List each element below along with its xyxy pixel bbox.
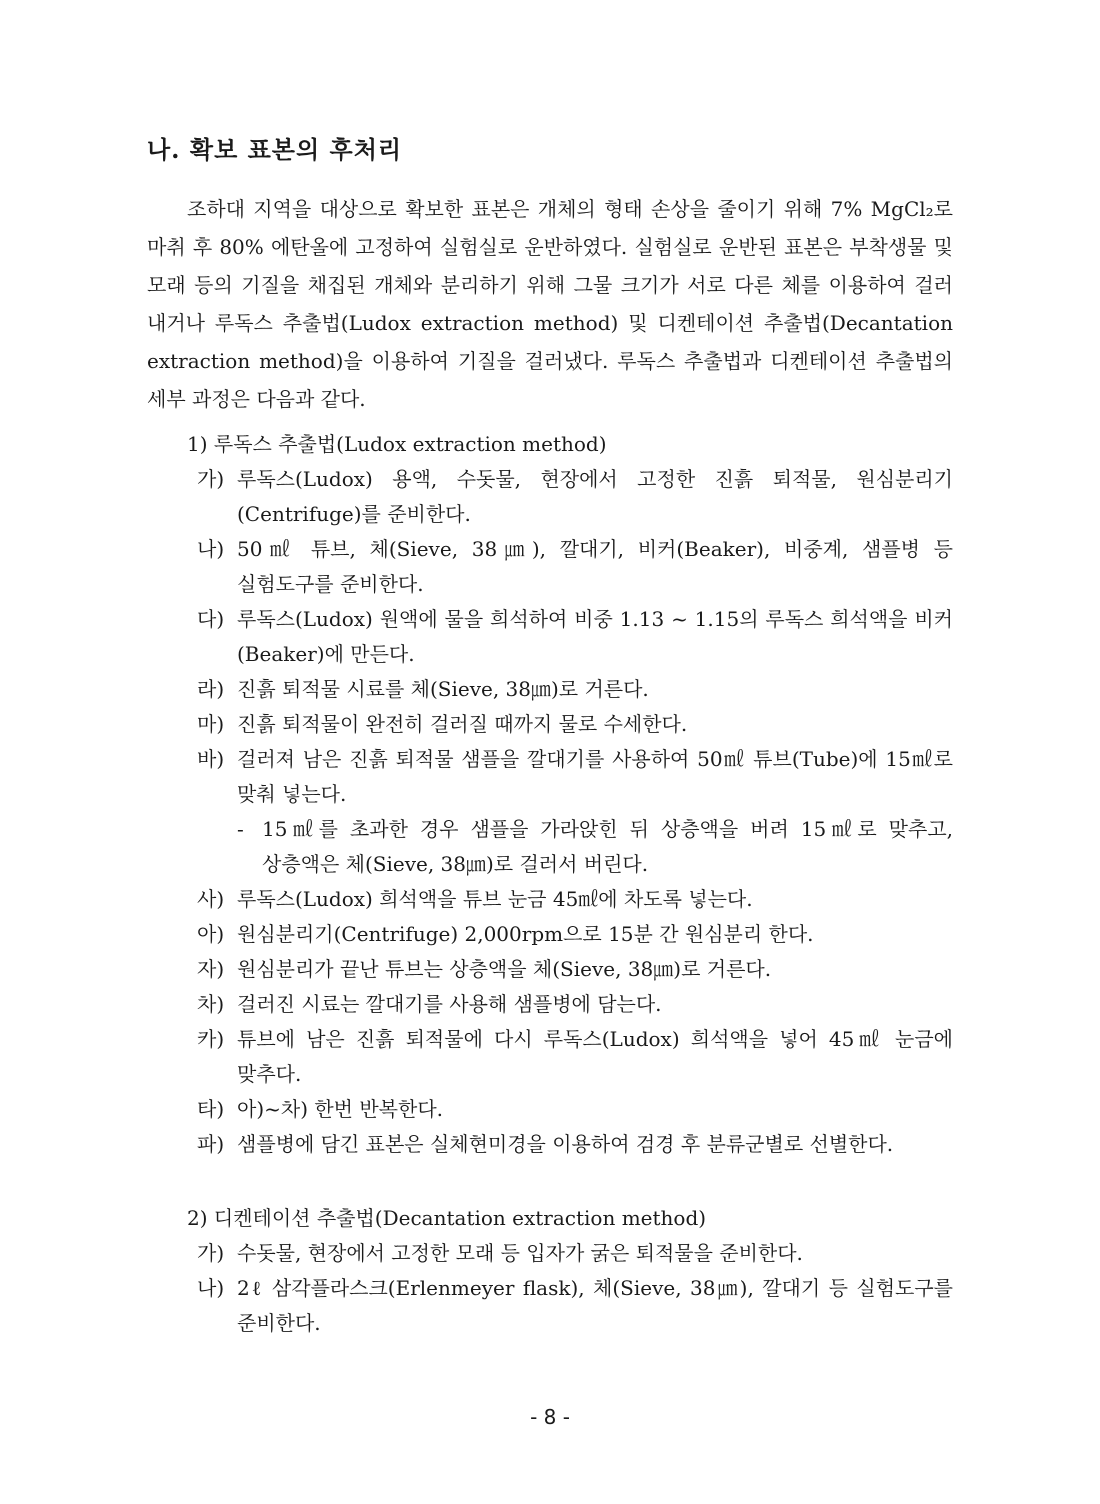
step-marker: 사) <box>197 887 225 911</box>
step-marker: 라) <box>197 677 225 701</box>
step-text: 원심분리가 끝난 튜브는 상층액을 체(Sieve, 38㎛)로 거른다. <box>237 957 772 981</box>
step-text: 진흙 퇴적물 시료를 체(Sieve, 38㎛)로 거른다. <box>237 677 649 701</box>
step-item <box>147 532 953 602</box>
step-marker: 다) <box>197 607 225 631</box>
note-item <box>147 812 953 882</box>
step-text: 아)~차) 한번 반복한다. <box>237 1097 443 1121</box>
ludox-title: 1) 루독스 추출법(Ludox extraction method) <box>187 432 607 456</box>
step-text: 튜브에 남은 진흙 퇴적물에 다시 루독스(Ludox) 희석액을 넣어 45㎖ 눈금에 맞추다. <box>237 1027 953 1086</box>
step-marker: - <box>237 817 244 841</box>
intro-paragraph <box>147 190 953 418</box>
ludox-steps <box>147 462 953 1162</box>
step-item <box>147 1127 953 1162</box>
step-text: 진흙 퇴적물이 완전히 걸러질 때까지 물로 수세한다. <box>237 712 688 736</box>
step-item <box>147 882 953 917</box>
step-text: 50㎖ 튜브, 체(Sieve, 38㎛), 깔대기, 비커(Beaker), 비중계, 샘플병 등 실험도구를 준비한다. <box>237 537 953 596</box>
step-marker: 가) <box>197 1241 225 1265</box>
step-marker: 가) <box>197 467 225 491</box>
step-marker: 나) <box>197 1276 225 1300</box>
step-item <box>147 1236 953 1271</box>
step-item <box>147 952 953 987</box>
step-item <box>147 917 953 952</box>
step-text: 수돗물, 현장에서 고정한 모래 등 입자가 굵은 퇴적물을 준비한다. <box>237 1241 803 1265</box>
step-text: 2ℓ 삼각플라스크(Erlenmeyer flask), 체(Sieve, 38㎛), 깔대기 등 실험도구를 준비한다. <box>237 1276 953 1335</box>
section-heading: 나. 확보 표본의 후처리 <box>147 135 403 164</box>
step-marker: 카) <box>197 1027 225 1051</box>
step-marker: 바) <box>197 747 225 771</box>
step-text: 루독스(Ludox) 희석액을 튜브 눈금 45㎖에 차도록 넣는다. <box>237 887 753 911</box>
step-item <box>147 707 953 742</box>
step-item <box>147 1271 953 1341</box>
step-item <box>147 1022 953 1092</box>
step-item <box>147 672 953 707</box>
page-number: - 8 - <box>530 1405 570 1429</box>
intro-text: 조하대 지역을 대상으로 확보한 표본은 개체의 형태 손상을 줄이기 위해 7% MgCl₂로 마취 후 80% 에탄올에 고정하여 실험실로 운반하였다. 실험실로 운반된 표본은 부착생물 및 모래 등의 기질을 채집된 개체와 분리하기 위해 그물 크기가 서로 다른 체를 이용하여 걸러 내거나 루독스 추출법(Ludox extraction method) 및 디켄테이션 추출법(Decantation extraction method)을 이용하여 기질을 걸러냈다. 루독스 추출법과 디켄테이션 추출법의 세부 과정은 다음과 같다. <box>147 197 953 411</box>
step-text: 루독스(Ludox) 원액에 물을 희석하여 비중 1.13 ~ 1.15의 루독스 희석액을 비커(Beaker)에 만든다. <box>237 607 953 666</box>
step-item <box>147 987 953 1022</box>
ludox-section <box>147 426 953 1162</box>
decantation-title: 2) 디켄테이션 추출법(Decantation extraction method) <box>187 1206 707 1230</box>
step-marker: 나) <box>197 537 225 561</box>
step-marker: 타) <box>197 1097 225 1121</box>
step-text: 루독스(Ludox) 용액, 수돗물, 현장에서 고정한 진흙 퇴적물, 원심분리기 (Centrifuge)를 준비한다. <box>237 467 953 526</box>
step-text: 15㎖를 초과한 경우 샘플을 가라앉힌 뒤 상층액을 버려 15㎖로 맞추고, 상층액은 체(Sieve, 38㎛)로 걸러서 버린다. <box>262 817 953 876</box>
step-marker: 마) <box>197 712 225 736</box>
step-text: 걸러진 시료는 깔대기를 사용해 샘플병에 담는다. <box>237 992 662 1016</box>
decantation-steps <box>147 1236 953 1341</box>
step-item <box>147 1092 953 1127</box>
step-text: 원심분리기(Centrifuge) 2,000rpm으로 15분 간 원심분리 한다. <box>237 922 814 946</box>
step-marker: 차) <box>197 992 225 1016</box>
step-marker: 아) <box>197 922 225 946</box>
step-item <box>147 462 953 532</box>
decantation-section <box>147 1200 953 1341</box>
step-marker: 파) <box>197 1132 225 1156</box>
step-text: 샘플병에 담긴 표본은 실체현미경을 이용하여 검경 후 분류군별로 선별한다. <box>237 1132 894 1156</box>
step-item <box>147 742 953 812</box>
step-marker: 자) <box>197 957 225 981</box>
step-text: 걸러져 남은 진흙 퇴적물 샘플을 깔대기를 사용하여 50㎖ 튜브(Tube)에 15㎖로 맞춰 넣는다. <box>237 747 953 806</box>
step-item <box>147 602 953 672</box>
